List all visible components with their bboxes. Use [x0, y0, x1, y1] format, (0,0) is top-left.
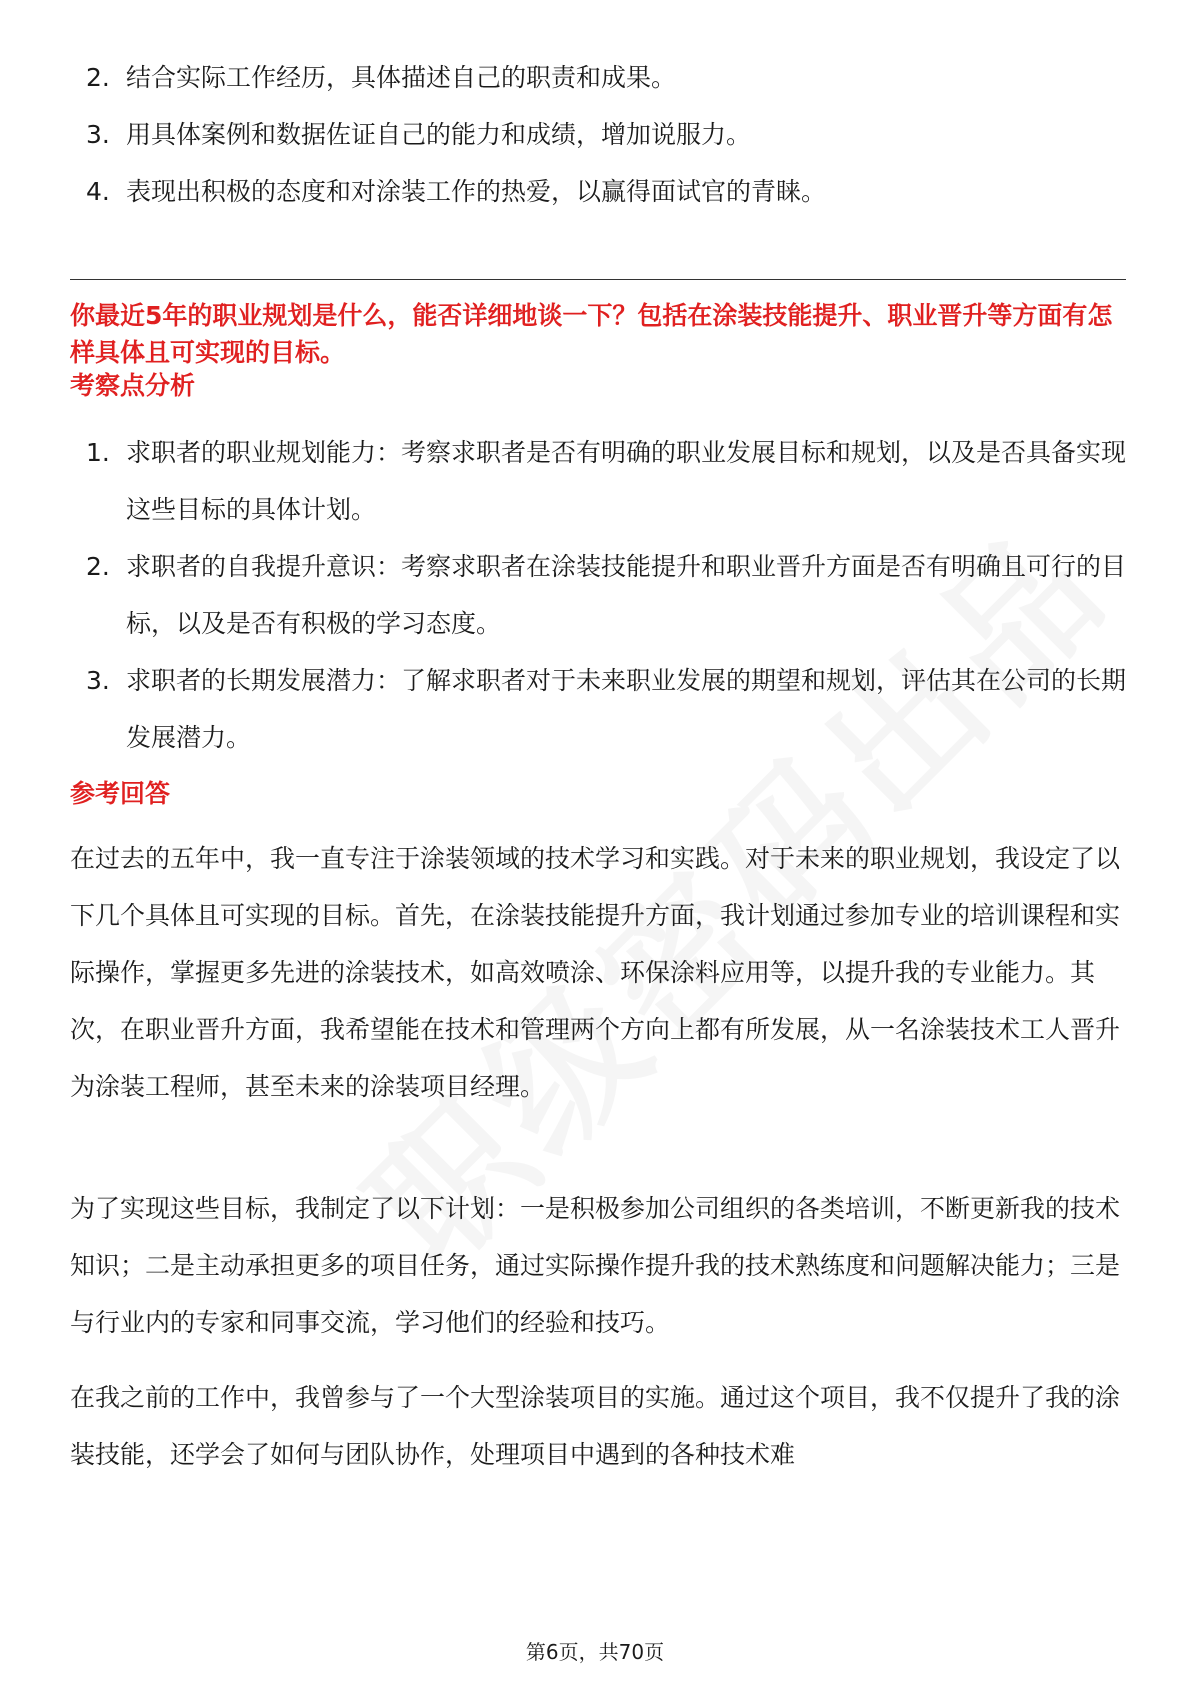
- list-item-number: 1.: [86, 438, 110, 467]
- list-item-number: 2.: [86, 63, 110, 92]
- list-item-text: 结合实际工作经历，具体描述自己的职责和成果。: [126, 63, 677, 92]
- list-item-text: 求职者的长期发展潜力：了解求职者对于未来职业发展的期望和规划，评估其在公司的长期发展潜力。: [126, 666, 1127, 752]
- list-item-number: 4.: [86, 177, 110, 206]
- analysis-list: [70, 424, 1130, 766]
- answer-paragraph: 为了实现这些目标，我制定了以下计划：一是积极参加公司组织的各类培训，不断更新我的技术知识；二是主动承担更多的项目任务，通过实际操作提升我的技术熟练度和问题解决能力；三是与行业内的专家和同事交流，学习他们的经验和技巧。: [70, 1194, 1121, 1337]
- list-item-text: 求职者的自我提升意识：考察求职者在涂装技能提升和职业晋升方面是否有明确且可行的目标，以及是否有积极的学习态度。: [126, 552, 1127, 638]
- section-divider: [70, 279, 1126, 280]
- list-item-text: 求职者的职业规划能力：考察求职者是否有明确的职业发展目标和规划，以及是否具备实现这些目标的具体计划。: [126, 438, 1127, 524]
- answer-paragraph: 在过去的五年中，我一直专注于涂装领域的技术学习和实践。对于未来的职业规划，我设定了以下几个具体且可实现的目标。首先，在涂装技能提升方面，我计划通过参加专业的培训课程和实际操作，掌握更多先进的涂装技术，如高效喷涂、环保涂料应用等，以提升我的专业能力。其次，在职业晋升方面，我希望能在技术和管理两个方向上都有所发展，从一名涂装技术工人晋升为涂装工程师，甚至未来的涂装项目经理。: [70, 844, 1121, 1101]
- analysis-heading: 考察点分析: [70, 371, 196, 400]
- list-item: [70, 49, 1130, 106]
- page-footer: 第6页，共70页: [525, 1640, 665, 1664]
- list-item-text: 用具体案例和数据佐证自己的能力和成绩，增加说服力。: [126, 120, 752, 149]
- answer-paragraph: 在我之前的工作中，我曾参与了一个大型涂装项目的实施。通过这个项目，我不仅提升了我的涂装技能，还学会了如何与团队协作，处理项目中遇到的各种技术难: [70, 1383, 1121, 1469]
- list-item-text: 表现出积极的态度和对涂装工作的热爱，以赢得面试官的青睐。: [126, 177, 827, 206]
- top-list: [70, 49, 1130, 220]
- list-item: [70, 538, 1130, 652]
- list-item-number: 3.: [86, 120, 110, 149]
- question-title: 你最近5年的职业规划是什么，能否详细地谈一下？包括在涂装技能提升、职业晋升等方面有怎样具体且可实现的目标。: [70, 301, 1113, 367]
- list-item: [70, 106, 1130, 163]
- list-item: [70, 652, 1130, 766]
- answer-heading: 参考回答: [70, 779, 171, 808]
- list-item: [70, 424, 1130, 538]
- list-item-number: 2.: [86, 552, 110, 581]
- list-item-number: 3.: [86, 666, 110, 695]
- list-item: [70, 163, 1130, 220]
